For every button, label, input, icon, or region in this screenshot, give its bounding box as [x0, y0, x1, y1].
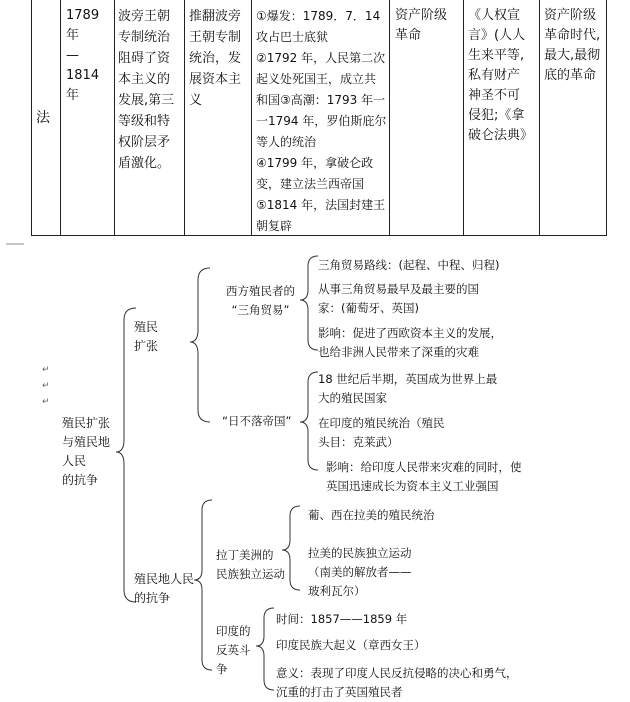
cell-nature: 资产阶级 革命 [395, 8, 448, 43]
sun-never-sets-item-1: 18 世纪后半期，英国成为世界上最 大的殖民国家 [318, 372, 498, 405]
root-node: 殖民扩张 与殖民地 人民 的抗争 [62, 416, 111, 487]
node-sun-never-sets: “日不落帝国” [222, 414, 292, 428]
cell-document: 《人权宣 言》(人人 生来平等, 私有财产 神圣不可 侵犯;《拿 破仑法典》 [468, 8, 534, 143]
return-marks: ↵ ↵ ↵ [42, 365, 50, 407]
branch-colonial-resistance: 殖民地人民 的抗争 [134, 572, 195, 605]
node-india-resistance: 印度的 反英斗 争 [216, 624, 251, 676]
latin-america-item-2: 拉美的民族独立运动 （南美的解放者—— 玻利瓦尔） [308, 546, 412, 598]
node-latin-america: 拉丁美洲的 民族独立运动 [216, 548, 285, 581]
triangle-trade-item-2: 从事三角贸易最早及最主要的国 家：(葡萄牙、英国) [318, 282, 479, 315]
india-item-2: 印度民族大起义（章西女王） [276, 638, 426, 652]
india-item-3: 意义：表现了印度人民反抗侵略的决心和勇气， 沉重的打击了英国殖民者 [276, 666, 518, 699]
sun-never-sets-item-3: 影响：给印度人民带来灾难的同时，使 英国迅速成长为资本主义工业强国 [326, 460, 522, 493]
cell-events: ①爆发：1789．7．14 攻占巴士底狱 ②1792 年，人民第二次 起义处死国王，成立共 和国③高潮：1793 年一 一1794 年，罗伯斯庇尔 等人的统治 ④1799 年，拿破仑政 变，建立法兰西帝国 ⑤1814 年，法国封建王 朝复辟 [256, 9, 387, 233]
triangle-trade-item-1: 三角贸易路线：(起程、中程、归程) [318, 258, 500, 272]
node-triangle-trade: 西方殖民者的 “三角贸易” [226, 284, 295, 317]
cell-significance: 资产阶级 革命时代, 最大,最彻 底的革命 [544, 8, 601, 83]
cell-task: 推翻波旁 王朝专制 统治，发 展资本主 义 [189, 9, 242, 108]
cell-cause: 波旁王朝 专制统治 阻碍了资 本主义的 发展,第三 等级和特 权阶层矛 盾激化。 [118, 9, 175, 171]
triangle-trade-item-3: 影响：促进了西欧资本主义的发展， 也给非洲人民带来了深重的灾难 [318, 326, 502, 359]
cell-country: 法 [36, 110, 50, 126]
cell-time: 1789 年 — 1814 年 [66, 8, 100, 103]
india-item-1: 时间：1857——1859 年 [276, 612, 408, 626]
branch-colonial-expansion: 殖民 扩张 [134, 320, 159, 353]
sun-never-sets-item-2: 在印度的殖民统治（殖民 头目：克莱武） [318, 416, 445, 449]
latin-america-item-1: 葡、西在拉美的殖民统治 [308, 508, 435, 522]
